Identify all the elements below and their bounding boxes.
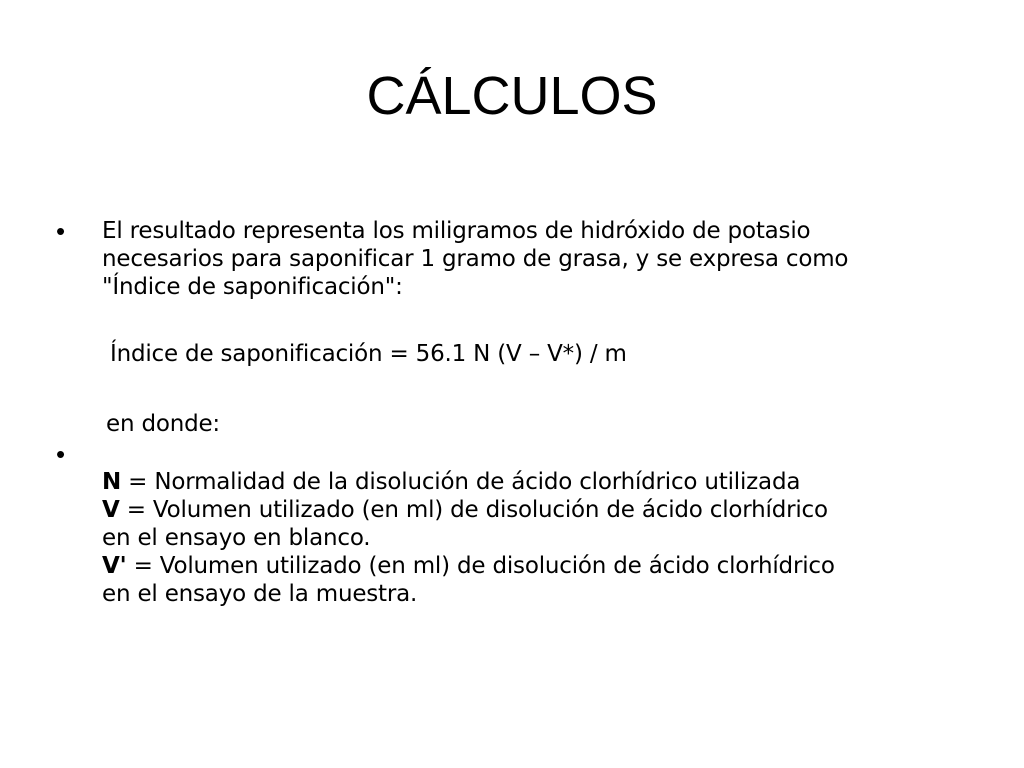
- definition-n: [102, 468, 982, 496]
- intro-paragraph: [102, 217, 982, 301]
- term-v-prime: V': [102, 553, 127, 579]
- intro-line-1: El resultado representa los miligramos de hidróxido de potasio: [102, 218, 811, 244]
- definition-v-prime-text-1: = Volumen utilizado (en ml) de disolución de ácido clorhídrico: [126, 553, 835, 579]
- definitions-list: [102, 468, 982, 608]
- definition-v-text-1: = Volumen utilizado (en ml) de disolución de ácido clorhídrico: [119, 497, 828, 523]
- definition-v: [102, 496, 982, 524]
- intro-line-2: necesarios para saponificar 1 gramo de grasa, y se expresa como: [102, 246, 849, 272]
- definition-v-prime: [102, 552, 982, 580]
- intro-line-3: "Índice de saponificación":: [102, 274, 403, 300]
- term-v: V: [102, 497, 120, 523]
- definition-n-text: = Normalidad de la disolución de ácido clorhídrico utilizada: [121, 469, 801, 495]
- term-n: N: [102, 469, 122, 495]
- formula: Índice de saponificación = 56.1 N (V – V*) / m: [110, 341, 627, 367]
- definition-v-text-2: en el ensayo en blanco.: [102, 525, 371, 551]
- bullet-2: •: [56, 439, 66, 469]
- definition-v-prime-text-2: en el ensayo de la muestra.: [102, 581, 418, 607]
- bullet-1: •: [56, 216, 66, 246]
- slide-title: CÁLCULOS: [366, 66, 658, 126]
- where-label: en donde:: [106, 411, 220, 437]
